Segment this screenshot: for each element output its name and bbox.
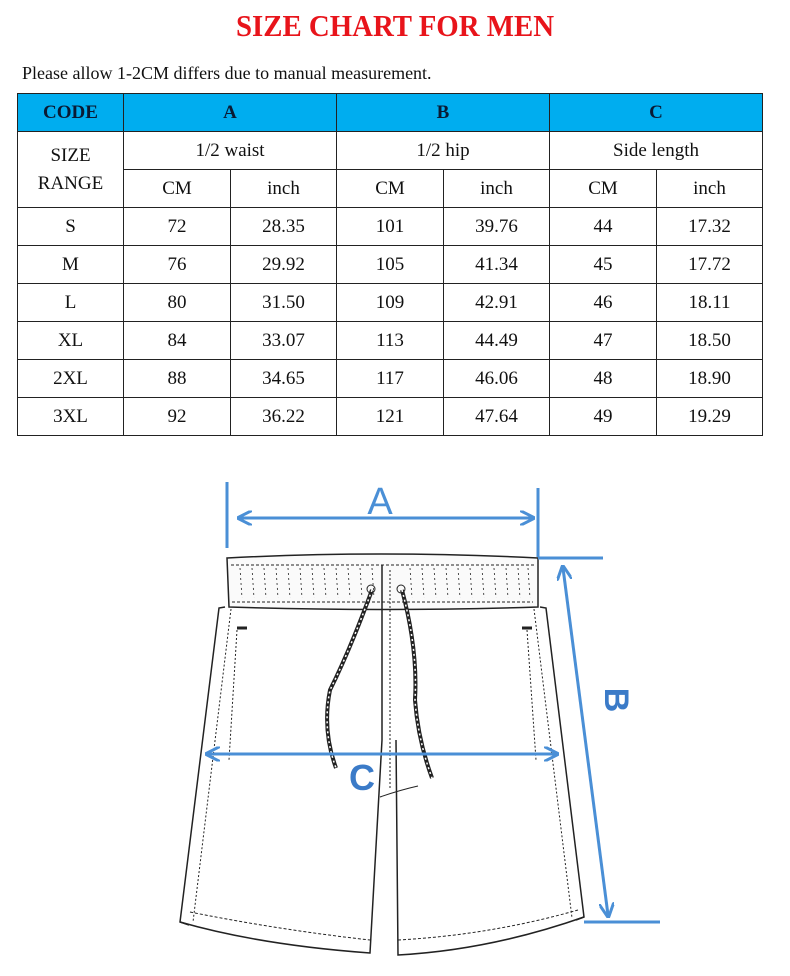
length-cm-cell: 44: [550, 208, 657, 246]
hip-inch-cell: 42.91: [444, 284, 550, 322]
length-cm-cell: 49: [550, 398, 657, 436]
waist-cm-cell: 76: [124, 246, 231, 284]
page-title: SIZE CHART FOR MEN: [235, 8, 555, 43]
hip-inch-cell: 46.06: [444, 360, 550, 398]
unit-b-cm: CM: [337, 170, 444, 208]
waist-cm-cell: 80: [124, 284, 231, 322]
size-cell: S: [18, 208, 124, 246]
hip-cm-cell: 113: [337, 322, 444, 360]
measurement-lines: [208, 482, 660, 922]
label-a: A: [367, 481, 393, 523]
length-inch-cell: 17.72: [657, 246, 763, 284]
size-cell: XL: [18, 322, 124, 360]
hip-cm-cell: 105: [337, 246, 444, 284]
length-cm-cell: 47: [550, 322, 657, 360]
label-c: C: [349, 757, 375, 798]
length-inch-cell: 17.32: [657, 208, 763, 246]
group-side-length: Side length: [550, 132, 763, 170]
hip-cm-cell: 101: [337, 208, 444, 246]
size-cell: 3XL: [18, 398, 124, 436]
header-a: A: [124, 94, 337, 132]
label-b: B: [597, 687, 635, 713]
group-hip: 1/2 hip: [337, 132, 550, 170]
unit-b-inch: inch: [444, 170, 550, 208]
waist-cm-cell: 72: [124, 208, 231, 246]
header-c: C: [550, 94, 763, 132]
unit-c-inch: inch: [657, 170, 763, 208]
hip-cm-cell: 121: [337, 398, 444, 436]
hip-inch-cell: 44.49: [444, 322, 550, 360]
size-label-line1: SIZE: [50, 144, 91, 166]
waist-inch-cell: 29.92: [231, 246, 337, 284]
length-inch-cell: 19.29: [657, 398, 763, 436]
length-cm-cell: 48: [550, 360, 657, 398]
hip-cm-cell: 117: [337, 360, 444, 398]
size-label-line2: RANGE: [37, 172, 104, 194]
hip-inch-cell: 39.76: [444, 208, 550, 246]
size-cell: M: [18, 246, 124, 284]
length-cm-cell: 45: [550, 246, 657, 284]
waist-cm-cell: 84: [124, 322, 231, 360]
header-code: CODE: [18, 94, 124, 132]
header-b: B: [337, 94, 550, 132]
waist-cm-cell: 88: [124, 360, 231, 398]
size-cell: L: [18, 284, 124, 322]
length-cm-cell: 46: [550, 284, 657, 322]
waist-inch-cell: 28.35: [231, 208, 337, 246]
length-inch-cell: 18.50: [657, 322, 763, 360]
length-inch-cell: 18.11: [657, 284, 763, 322]
waist-inch-cell: 34.65: [231, 360, 337, 398]
unit-a-cm: CM: [124, 170, 231, 208]
unit-c-cm: CM: [550, 170, 657, 208]
size-cell: 2XL: [18, 360, 124, 398]
hip-cm-cell: 109: [337, 284, 444, 322]
length-inch-cell: 18.90: [657, 360, 763, 398]
hip-inch-cell: 47.64: [444, 398, 550, 436]
waist-inch-cell: 36.22: [231, 398, 337, 436]
waist-inch-cell: 31.50: [231, 284, 337, 322]
hip-inch-cell: 41.34: [444, 246, 550, 284]
measurement-note: Please allow 1-2CM differs due to manual measurement.: [22, 63, 432, 83]
waist-cm-cell: 92: [124, 398, 231, 436]
group-waist: 1/2 waist: [124, 132, 337, 170]
unit-a-inch: inch: [231, 170, 337, 208]
waist-inch-cell: 33.07: [231, 322, 337, 360]
